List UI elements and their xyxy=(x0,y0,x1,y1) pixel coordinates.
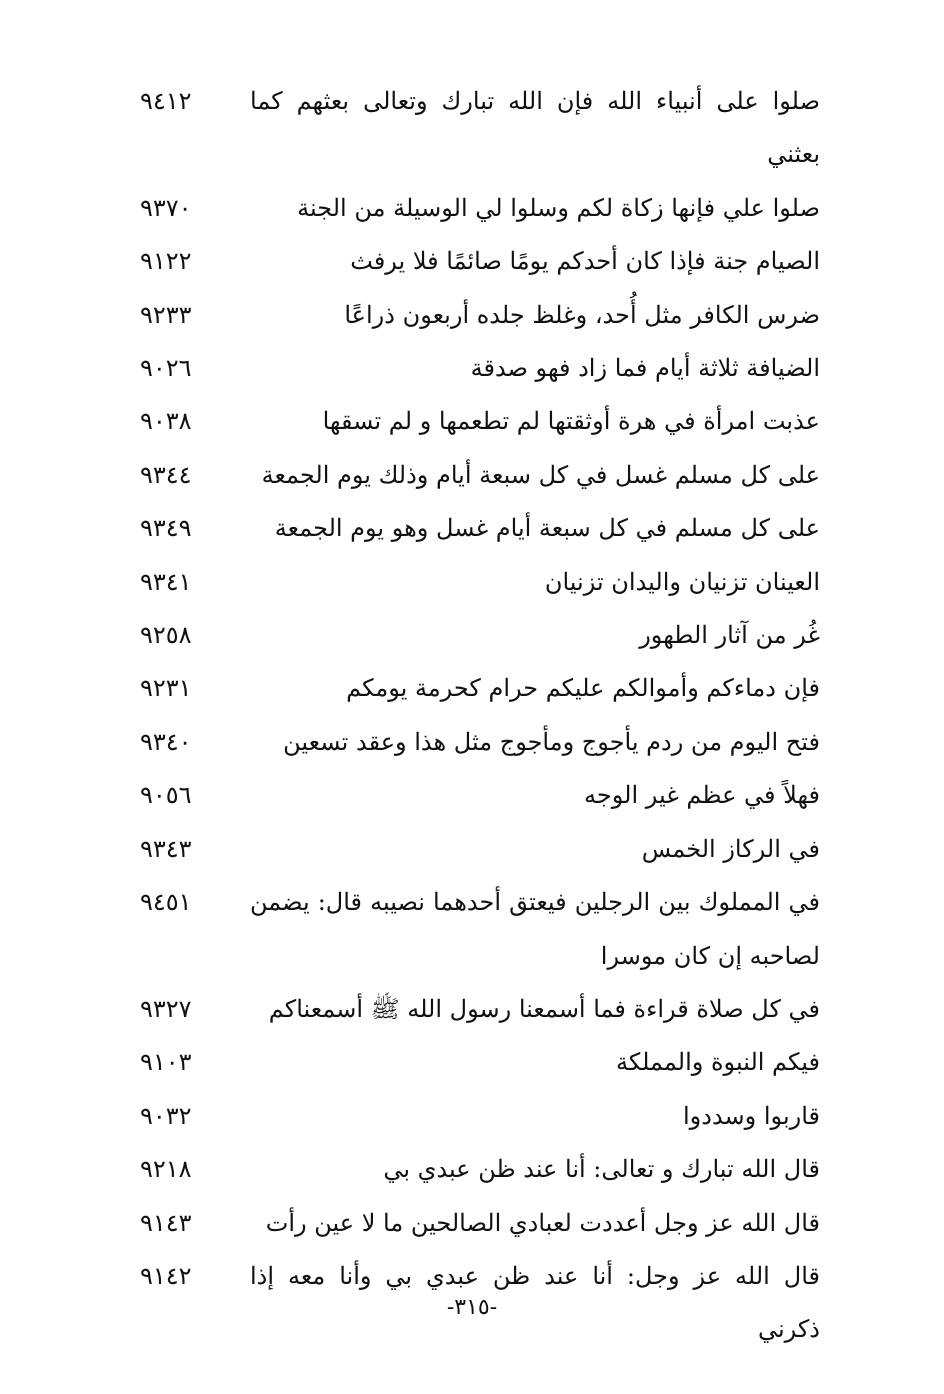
hadith-text: الصيام جنة فإذا كان أحدكم يومًا صائمًا فلا يرفث xyxy=(350,247,820,276)
hadith-number: ٩٢١٨ xyxy=(140,1155,192,1184)
index-entry xyxy=(140,556,820,609)
index-entry xyxy=(140,769,820,822)
hadith-number: ٩٢٣١ xyxy=(140,674,192,703)
hadith-number: ٩٠٣٨ xyxy=(140,407,192,436)
index-entry xyxy=(140,983,820,1036)
hadith-text: فهلاً في عظم غير الوجه xyxy=(584,781,820,810)
hadith-text: قال الله عز وجل: أنا عند ظن عبدي بي وأنا معه إذا ذكرني xyxy=(250,1261,820,1344)
hadith-text: قال الله عز وجل أعددت لعبادي الصالحين ما لا عين رأت xyxy=(265,1208,820,1237)
hadith-number: ٩٠٢٦ xyxy=(140,354,192,383)
hadith-number: ٩٣٤٩ xyxy=(140,514,192,543)
hadith-number: ٩٣٧٠ xyxy=(140,193,192,222)
hadith-number: ٩٣٤٣ xyxy=(140,834,192,863)
index-entry xyxy=(140,1090,820,1143)
index-entry xyxy=(140,1036,820,1089)
hadith-text: على كل مسلم غسل في كل سبعة أيام وذلك يوم الجمعة xyxy=(261,460,820,489)
index-entry xyxy=(140,75,820,182)
index-entry xyxy=(140,1143,820,1196)
hadith-text: الضيافة ثلاثة أيام فما زاد فهو صدقة xyxy=(470,354,820,383)
hadith-number: ٩١٤٢ xyxy=(140,1261,192,1290)
index-entry xyxy=(140,716,820,769)
hadith-number: ٩٣٤٤ xyxy=(140,460,192,489)
hadith-text: ضرس الكافر مثل أُحد، وغلظ جلده أربعون ذراعًا xyxy=(344,300,820,329)
index-entry xyxy=(140,1197,820,1250)
hadith-text: على كل مسلم في كل سبعة أيام غسل وهو يوم الجمعة xyxy=(274,514,820,543)
hadith-number: ٩٣٢٧ xyxy=(140,994,192,1023)
hadith-number: ٩٤١٢ xyxy=(140,87,192,115)
hadith-text: عذبت امرأة في هرة أوثقتها لم تطعمها و لم تسقها xyxy=(322,407,820,436)
hadith-number: ٩٠٣٢ xyxy=(140,1101,192,1130)
index-entry xyxy=(140,235,820,288)
index-entry xyxy=(140,395,820,448)
hadith-number: ٩٢٣٣ xyxy=(140,300,192,329)
page-number: -٣١٥- xyxy=(446,1295,498,1320)
hadith-text: فإن دماءكم وأموالكم عليكم حرام كحرمة يومكم xyxy=(346,674,820,703)
index-entry xyxy=(140,182,820,235)
hadith-text: في المملوك بين الرجلين فيعتق أحدهما نصيبه قال: يضمن لصاحبه إن كان موسرا xyxy=(250,888,820,970)
hadith-number: ٩١٠٣ xyxy=(140,1048,192,1077)
hadith-number: ٩٢٥٨ xyxy=(140,621,192,650)
index-entry xyxy=(140,502,820,555)
hadith-text: فيكم النبوة والمملكة xyxy=(615,1048,820,1077)
hadith-text: غُر من آثار الطهور xyxy=(639,621,820,650)
hadith-number: ٩١٢٢ xyxy=(140,247,192,276)
hadith-text: فتح اليوم من ردم يأجوج ومأجوج مثل هذا وعقد تسعين xyxy=(283,727,820,756)
index-entry xyxy=(140,289,820,342)
hadith-text: العينان تزنيان واليدان تزنيان xyxy=(544,567,820,596)
hadith-number: ٩١٤٣ xyxy=(140,1208,192,1237)
hadith-text: في كل صلاة قراءة فما أسمعنا رسول الله ﷺ أسمعناكم xyxy=(268,994,820,1023)
index-entry xyxy=(140,449,820,502)
hadith-text: صلوا علي فإنها زكاة لكم وسلوا لي الوسيلة من الجنة xyxy=(297,193,820,222)
hadith-text: صلوا على أنبياء الله فإن الله تبارك وتعالى بعثهم كما بعثني xyxy=(250,87,820,169)
hadith-text: قاربوا وسددوا xyxy=(683,1101,820,1130)
hadith-number: ٩٠٥٦ xyxy=(140,781,192,810)
index-entry xyxy=(140,823,820,876)
hadith-number: ٩٣٤٠ xyxy=(140,727,192,756)
index-entry xyxy=(140,876,820,983)
index-entry xyxy=(140,342,820,395)
index-entry xyxy=(140,609,820,662)
hadith-text: قال الله تبارك و تعالى: أنا عند ظن عبدي بي xyxy=(383,1155,820,1184)
hadith-index-list xyxy=(140,75,820,1357)
hadith-text: في الركاز الخمس xyxy=(641,834,820,863)
index-entry xyxy=(140,662,820,715)
hadith-number: ٩٣٤١ xyxy=(140,567,192,596)
hadith-number: ٩٤٥١ xyxy=(140,888,192,917)
